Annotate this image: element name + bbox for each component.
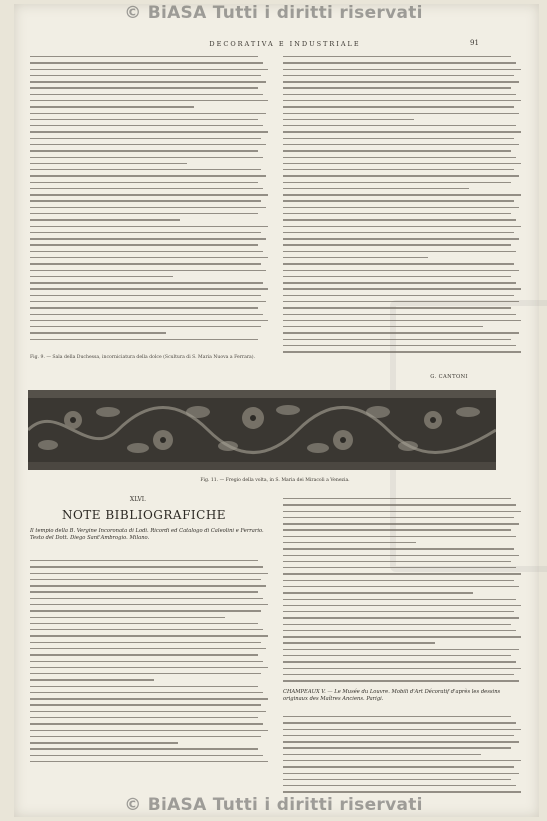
left-column-text [30,56,268,345]
text-line [283,226,521,227]
text-line [283,94,516,95]
text-line [283,779,511,780]
text-line [283,722,516,723]
text-line [30,200,261,201]
text-line [30,251,263,252]
author-signature: G. CANTONI [430,374,468,380]
text-line [283,345,516,346]
text-line [30,585,266,586]
text-line [283,674,514,675]
section-title: NOTE BIBLIOGRAFICHE [61,508,227,522]
text-line [283,238,519,239]
text-line [30,642,261,643]
text-line [283,791,521,792]
text-line [30,698,268,699]
text-line [283,69,521,70]
text-line [30,326,261,327]
watermark-top: © BiASA Tutti i diritti riservati [124,3,423,23]
text-line [283,747,511,748]
text-line [283,188,469,189]
text-line [283,270,519,271]
text-line [283,56,511,57]
text-line [30,263,261,264]
text-line [283,276,511,277]
text-line [30,125,263,126]
figure-caption-left: Fig. 9. — Sala della Duchessa, incorniciatura della dolce (Scultura di S. Maria Nuova a Ferrara). [30,355,256,360]
watermark-bottom: © BiASA Tutti i diritti riservati [124,795,423,815]
text-line [283,586,519,587]
text-line [30,113,266,114]
text-line [30,604,268,605]
text-line [283,511,521,512]
text-line [283,529,511,530]
text-line [283,630,516,631]
text-line [283,642,435,643]
text-line [283,661,516,662]
text-line [283,517,514,518]
text-line [283,257,428,258]
text-line [30,182,258,183]
text-line [30,673,261,674]
text-line [283,605,521,606]
text-line [283,131,521,132]
text-line [283,175,519,176]
text-line [30,56,258,57]
text-line [283,523,519,524]
text-line [283,611,514,612]
text-line [283,314,516,315]
text-line [30,219,180,220]
text-line [283,649,519,650]
text-line [283,119,414,120]
text-line [30,169,261,170]
text-line [283,555,519,556]
text-line [283,729,521,730]
text-line [283,773,519,774]
text-line [283,200,514,201]
text-line [283,735,514,736]
text-line [283,100,521,101]
running-head: DECORATIVA E INDUSTRIALE [209,40,361,48]
text-line [283,636,521,637]
text-line [283,251,516,252]
text-line [30,232,261,233]
text-line [30,150,258,151]
text-line [283,163,521,164]
text-line [283,617,519,618]
text-line [30,257,268,258]
frieze-caption: Fig. 11. — Fregio della volta, in S. Maria dei Miracoli a Venezia. [200,478,350,483]
text-line [283,567,516,568]
text-line [283,592,473,593]
text-line [30,635,268,636]
bibliography-entry-1: Il tempio della B. Vergine Incoronata di Lodi. Ricordi ed Catalogo di Caleolini e Ferrario. Testo del Dott. Diego Sant'Ambrogio. Milano. [30,528,264,541]
text-line [30,213,258,214]
text-line [30,692,263,693]
text-line [30,629,263,630]
text-line [30,94,263,95]
text-line [283,106,514,107]
text-line [30,75,261,76]
text-line [30,648,266,649]
text-line [30,100,268,101]
text-line [283,62,516,63]
text-line [283,498,511,499]
text-line [30,617,225,618]
text-line [283,766,514,767]
text-line [30,723,263,724]
text-line [283,785,516,786]
text-line [30,591,258,592]
text-line [283,232,514,233]
text-line [283,542,416,543]
text-line [283,157,516,158]
text-line [30,282,263,283]
text-line [30,566,263,567]
lower-right-column-text [283,498,521,686]
text-line [283,320,521,321]
text-line [283,716,511,717]
text-line [30,119,258,120]
text-line [283,113,519,114]
text-line [283,213,511,214]
text-line [30,742,178,743]
text-line [30,81,266,82]
text-line [283,573,521,574]
text-line [283,339,511,340]
text-line [283,536,516,537]
text-line [30,623,258,624]
text-line [283,760,521,761]
text-line [283,182,511,183]
text-line [283,580,514,581]
text-line [30,188,263,189]
right-column-text [283,56,521,358]
text-line [283,307,511,308]
text-line [283,741,519,742]
text-line [283,624,511,625]
text-line [30,144,266,145]
text-line [283,282,516,283]
text-line [30,207,266,208]
text-line [283,138,514,139]
text-line [283,288,521,289]
text-line [30,736,261,737]
text-line [30,679,154,680]
section-number: XLVI. [129,496,147,503]
text-line [283,81,519,82]
text-line [283,87,511,88]
lower-right-column-text-2 [283,716,521,798]
text-line [30,730,268,731]
text-line [30,307,258,308]
text-line [30,175,266,176]
text-line [30,598,263,599]
text-line [30,560,258,561]
text-line [30,238,266,239]
lower-left-column-text [30,560,268,767]
text-line [283,301,519,302]
page-number: 91 [470,39,479,47]
text-line [30,667,268,668]
text-line [30,661,263,662]
text-line [30,748,258,749]
text-line [283,144,519,145]
text-line [30,244,258,245]
text-line [283,655,511,656]
text-line [30,138,261,139]
frieze-ornament [28,390,496,470]
text-line [283,150,511,151]
text-line [30,711,266,712]
text-line [283,169,514,170]
text-line [30,226,268,227]
text-line [283,754,481,755]
text-line [283,504,516,505]
text-line [30,276,173,277]
text-line [283,561,511,562]
text-line [30,270,266,271]
text-line [283,125,516,126]
text-line [30,163,187,164]
text-line [30,579,261,580]
text-line [283,194,521,195]
text-line [30,106,194,107]
text-line [283,75,514,76]
text-line [283,207,519,208]
text-line [283,351,521,352]
text-line [30,69,268,70]
text-line [30,332,166,333]
text-line [283,326,483,327]
text-line [30,288,268,289]
text-line [283,295,514,296]
bibliography-entry-2: CHAMPEAUX V. — Le Musée du Louvre. Mobili d'Art Décoratif d'après les dessins originaux des Maîtres Anciens. Parigi. [283,689,501,702]
text-line [283,680,519,681]
text-line [30,131,268,132]
text-line [30,62,263,63]
text-line [30,194,268,195]
text-line [30,654,258,655]
text-line [30,320,268,321]
text-line [30,339,258,340]
text-line [283,219,516,220]
text-line [283,244,511,245]
text-line [283,668,521,669]
text-line [30,717,258,718]
text-line [283,263,514,264]
text-line [30,686,258,687]
text-line [30,610,261,611]
text-line [30,301,266,302]
frieze-photograph [28,390,496,470]
text-line [30,761,268,762]
text-line [30,314,263,315]
text-line [283,332,519,333]
text-line [283,548,514,549]
text-line [30,87,258,88]
text-line [30,755,263,756]
text-line [30,573,268,574]
text-line [30,295,261,296]
text-line [30,704,261,705]
text-line [283,599,516,600]
text-line [30,157,263,158]
